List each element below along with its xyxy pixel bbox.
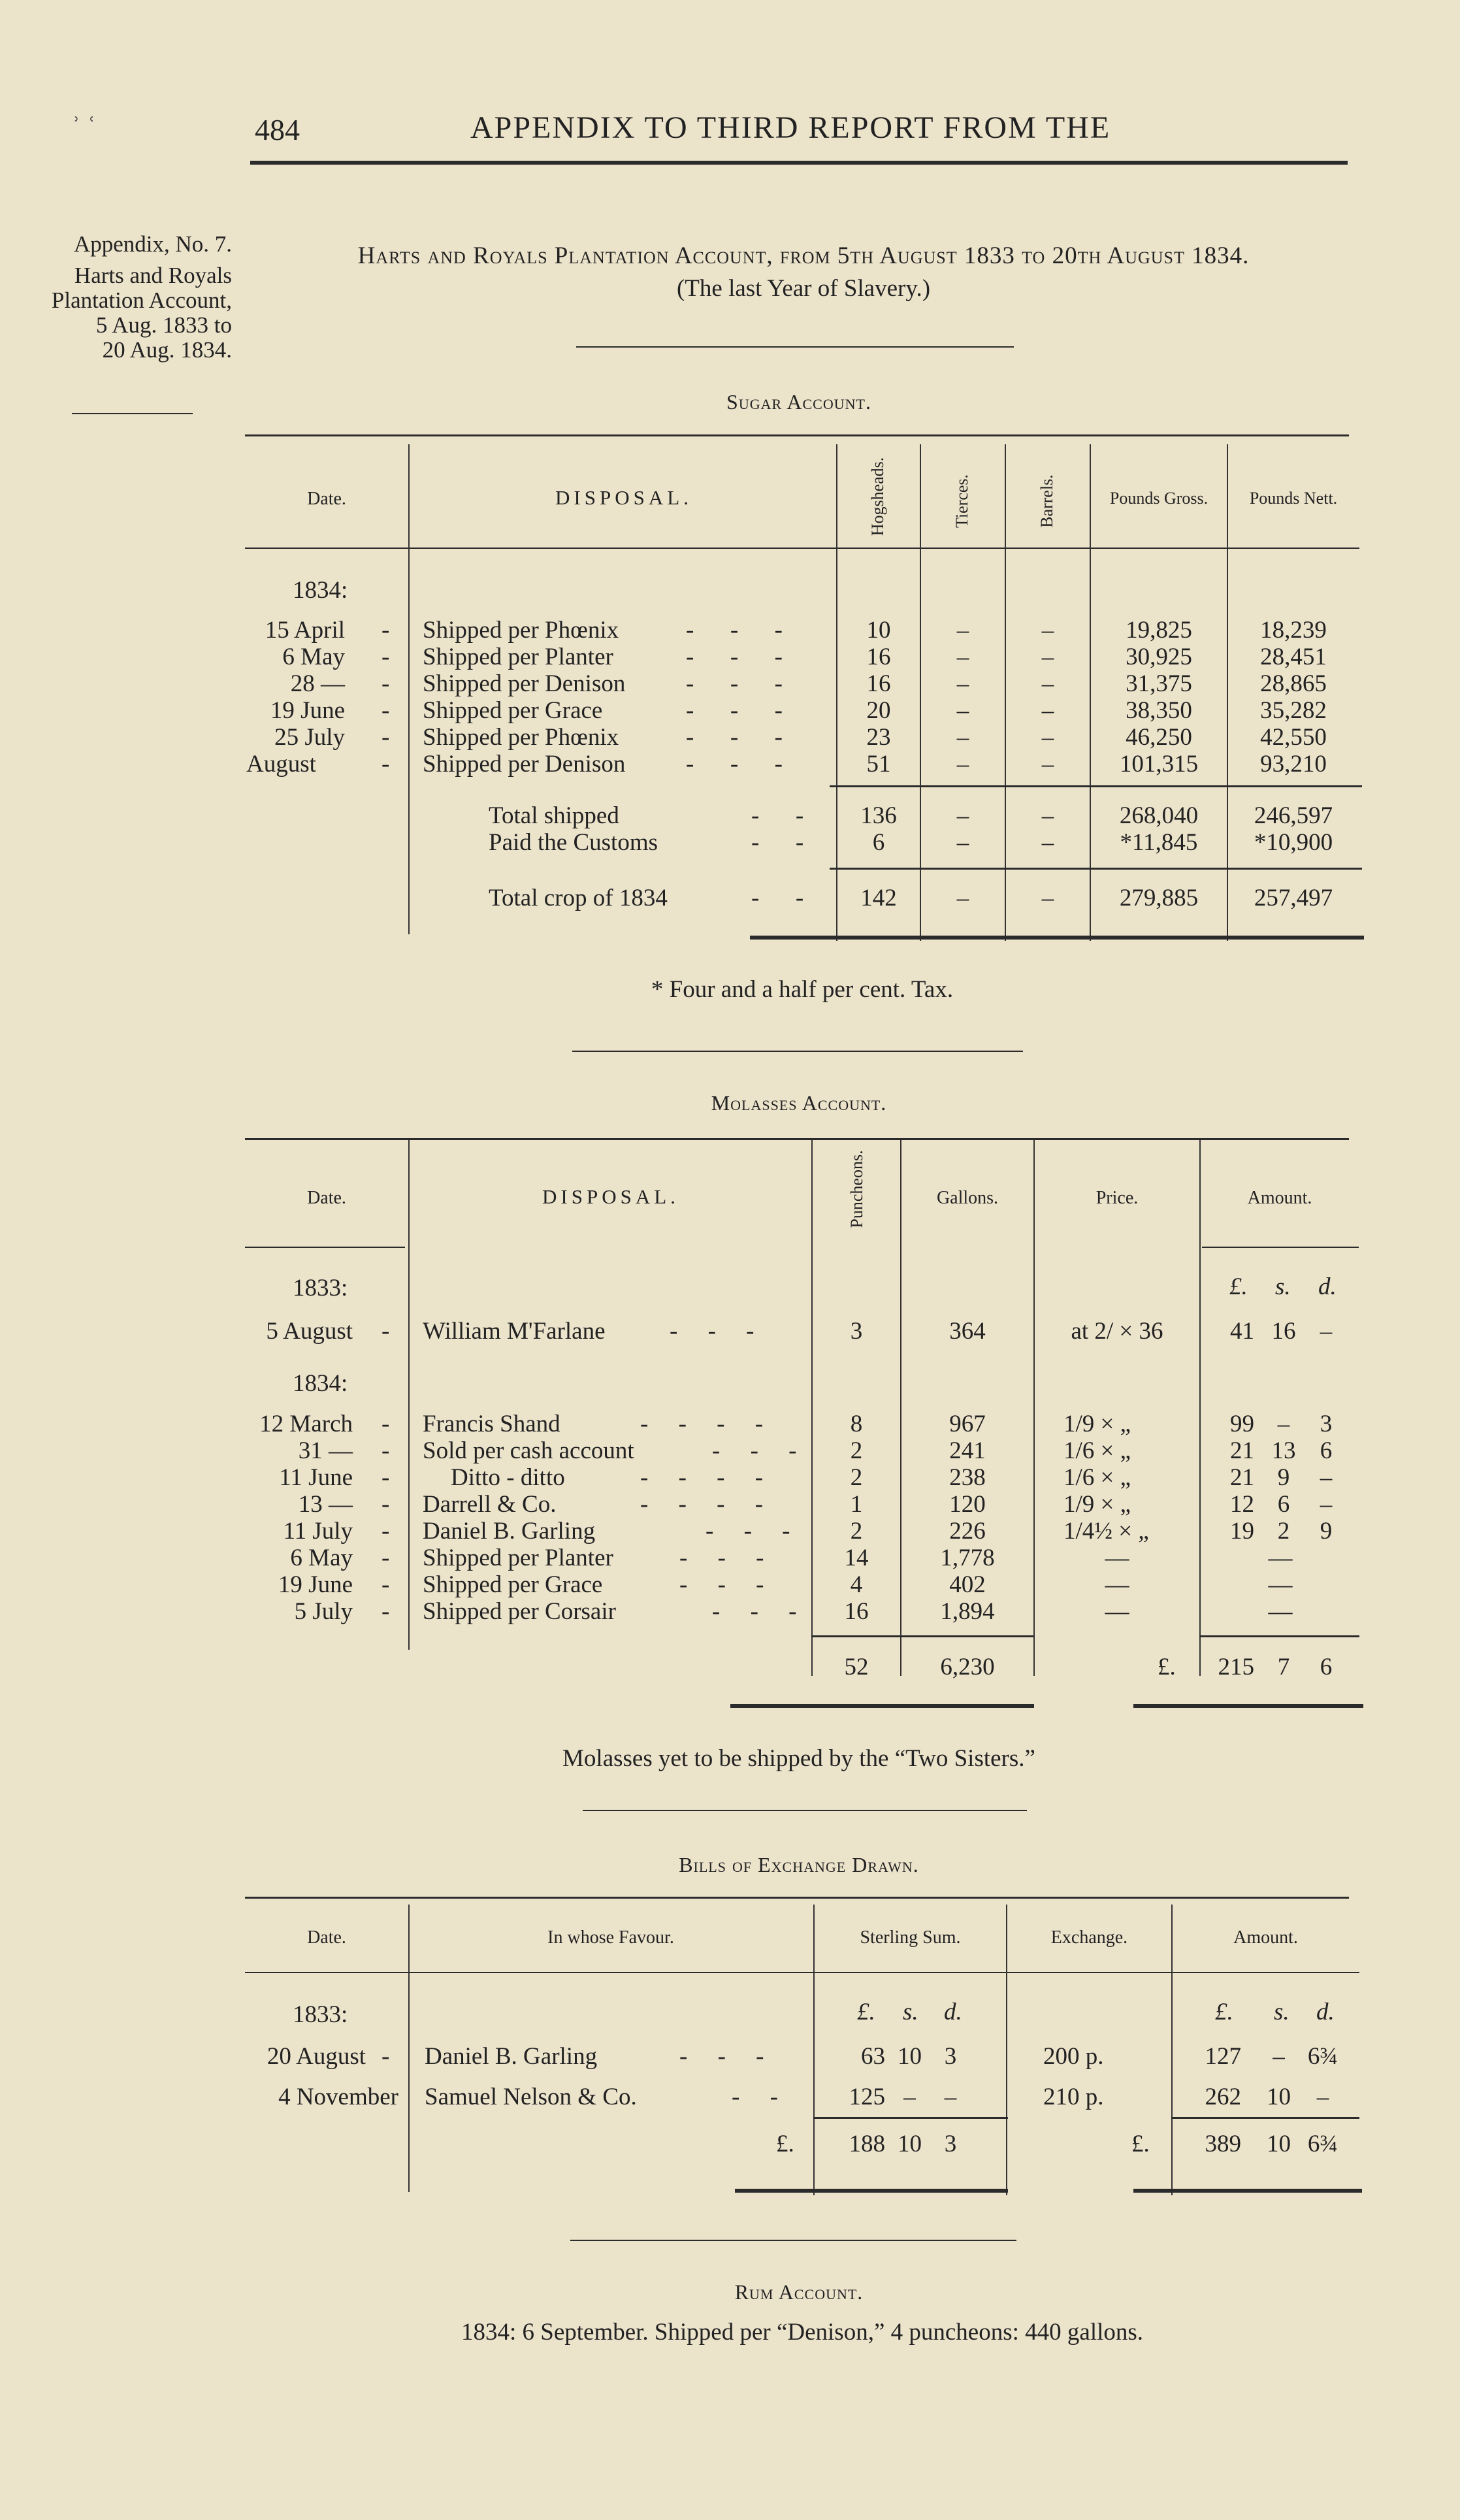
molasses-leader: - - - -	[640, 1464, 764, 1491]
molasses-date: 6 May	[290, 1545, 353, 1571]
molasses-dash: -	[381, 1571, 390, 1598]
sugar-gross: 19,825	[1126, 617, 1192, 644]
sugar-leader: - - -	[686, 751, 783, 777]
molasses-pence: –	[1320, 1318, 1333, 1345]
sugar-total-barrels: –	[1041, 802, 1054, 829]
molasses-gallons: 402	[949, 1571, 986, 1598]
molasses-leader: - - -	[670, 1318, 754, 1345]
sugar-leader: - -	[751, 885, 804, 911]
sugar-crop-rule	[830, 868, 1362, 870]
molasses-puncheons: 2	[850, 1464, 863, 1491]
molasses-gallons: 238	[949, 1464, 986, 1491]
molasses-head-rule	[245, 1247, 405, 1248]
sugar-nett: 28,451	[1260, 644, 1327, 670]
molasses-disposal: Daniel B. Garling	[423, 1518, 596, 1545]
molasses-disposal: Shipped per Corsair	[423, 1598, 616, 1625]
margin-line: 5 Aug. 1833 to	[95, 312, 232, 338]
document-subtitle: (The last Year of Slavery.)	[676, 275, 931, 302]
sugar-barrels: –	[1041, 697, 1054, 724]
sugar-nett: 42,550	[1260, 724, 1327, 751]
molasses-leader: - - - -	[640, 1491, 764, 1518]
molasses-head-puncheons: Puncheons.	[847, 1150, 866, 1228]
molasses-disposal: Shipped per Planter	[423, 1545, 613, 1571]
bills-head-exchange: Exchange.	[1050, 1927, 1128, 1948]
molasses-pence: 3	[1320, 1411, 1333, 1437]
bills-sterling-pence: 3	[944, 2043, 957, 2070]
molasses-gallons: 120	[949, 1491, 986, 1518]
molasses-year: 1834:	[293, 1370, 348, 1397]
bills-head-favour: In whose Favour.	[547, 1927, 674, 1948]
molasses-pounds: 21	[1230, 1464, 1254, 1491]
sugar-customs-gross: *11,845	[1120, 829, 1198, 856]
molasses-leader: - - -	[706, 1518, 790, 1545]
sugar-crop-barrels: –	[1041, 885, 1054, 911]
molasses-date: 11 June	[279, 1464, 353, 1491]
bills-total-amount-pounds: 389	[1205, 2131, 1241, 2157]
sugar-barrels: –	[1041, 724, 1054, 751]
sugar-hogsheads: 16	[866, 644, 891, 670]
molasses-total-gallons: 6,230	[940, 1654, 995, 1680]
sugar-barrels: –	[1041, 751, 1054, 777]
molasses-price: 1/6 × „	[1063, 1437, 1131, 1464]
molasses-year: 1833:	[293, 1275, 348, 1301]
bills-amount-pounds: 262	[1205, 2084, 1241, 2110]
molasses-pounds: 12	[1230, 1491, 1254, 1518]
col-line	[408, 1905, 410, 2192]
col-line	[408, 1140, 410, 1650]
molasses-dash: -	[381, 1411, 390, 1437]
bills-total-pence: 3	[944, 2131, 957, 2157]
bills-leader: - - -	[679, 2043, 764, 2070]
margin-line: Plantation Account,	[51, 287, 232, 313]
molasses-dash: -	[381, 1318, 390, 1345]
sugar-date: 6 May	[282, 644, 345, 670]
molasses-dash: -	[381, 1491, 390, 1518]
sugar-hogsheads: 16	[866, 670, 891, 697]
sugar-leader: - - -	[686, 724, 783, 751]
sugar-disposal: Shipped per Denison	[423, 751, 626, 777]
molasses-pence: –	[1320, 1464, 1333, 1491]
molasses-pence: –	[1320, 1491, 1333, 1518]
sugar-tierces: –	[956, 644, 969, 670]
bills-amount-shillings: 10	[1267, 2084, 1291, 2110]
sugar-nett: 35,282	[1260, 697, 1327, 724]
currency-pound: £.	[1215, 1999, 1233, 2025]
molasses-subtotal-rule	[811, 1635, 1033, 1637]
bills-leader: - -	[732, 2084, 778, 2110]
bills-total-pounds: 188	[849, 2131, 885, 2157]
sugar-tierces: –	[956, 724, 969, 751]
bills-dash: -	[381, 2043, 390, 2070]
molasses-bottom-rule	[1133, 1704, 1363, 1708]
bills-sterling-pounds: 63	[861, 2043, 885, 2070]
molasses-shillings: 13	[1271, 1437, 1296, 1464]
margin-line: Harts and Royals	[74, 263, 232, 288]
bills-head-amount: Amount.	[1233, 1927, 1298, 1948]
sugar-dash: -	[381, 617, 390, 644]
molasses-top-rule	[245, 1138, 1349, 1140]
bills-title: Bills of Exchange Drawn.	[679, 1853, 919, 1876]
bills-date: 20 August	[267, 2043, 366, 2070]
sugar-year: 1834:	[293, 577, 348, 604]
currency-pence: d.	[1316, 1999, 1335, 2025]
sugar-date: 15 April	[265, 617, 345, 644]
sugar-disposal: Shipped per Phœnix	[423, 617, 619, 644]
molasses-price: —	[1105, 1545, 1129, 1571]
sugar-gross: 101,315	[1119, 751, 1199, 777]
bills-head-sterling: Sterling Sum.	[860, 1927, 961, 1948]
bills-bottom-rule	[735, 2189, 1008, 2193]
sugar-total-nett: 246,597	[1254, 802, 1333, 829]
sugar-tierces: –	[956, 670, 969, 697]
molasses-price: at 2/ × 36	[1071, 1318, 1163, 1345]
molasses-total-pence: 6	[1320, 1654, 1333, 1680]
sugar-bottom-rule	[750, 936, 1364, 940]
molasses-price: 1/9 × „	[1063, 1491, 1131, 1518]
molasses-shillings: —	[1268, 1545, 1293, 1571]
sugar-title: Sugar Account.	[726, 390, 871, 414]
sugar-dash: -	[381, 644, 390, 670]
molasses-puncheons: 2	[850, 1518, 863, 1545]
bills-bottom-rule	[1133, 2189, 1362, 2193]
bills-head-date: Date.	[307, 1927, 346, 1948]
molasses-date: 31 —	[298, 1437, 353, 1464]
molasses-dash: -	[381, 1545, 390, 1571]
molasses-shillings: 16	[1271, 1318, 1296, 1345]
sugar-footnote: * Four and a half per cent. Tax.	[651, 976, 954, 1003]
molasses-gallons: 1,778	[940, 1545, 995, 1571]
sugar-leader: - - -	[686, 697, 783, 724]
bills-top-rule	[245, 1897, 1349, 1899]
bills-exchange: 210 p.	[1043, 2084, 1104, 2110]
sugar-head-nett: Pounds Nett.	[1249, 489, 1338, 508]
sugar-customs-tierces: –	[956, 829, 969, 856]
molasses-pence: 9	[1320, 1518, 1333, 1545]
molasses-disposal: Ditto - ditto	[451, 1464, 565, 1491]
molasses-disposal: William M'Farlane	[423, 1318, 606, 1345]
bills-amount-pounds: 127	[1205, 2043, 1241, 2070]
bills-sterling-pence: –	[944, 2084, 957, 2110]
molasses-shillings: 9	[1277, 1464, 1290, 1491]
bills-amount-shillings: –	[1273, 2043, 1285, 2070]
margin-appendix: Appendix, No. 7.	[73, 231, 232, 257]
running-title: APPENDIX TO THIRD REPORT FROM THE	[470, 110, 1111, 145]
molasses-date: 12 March	[259, 1411, 353, 1437]
sugar-disposal: Shipped per Planter	[423, 644, 613, 670]
molasses-shillings: 2	[1277, 1518, 1290, 1545]
molasses-total-puncheons: 52	[844, 1654, 869, 1680]
sugar-head-gross: Pounds Gross.	[1109, 489, 1209, 508]
sugar-total-tierces: –	[956, 802, 969, 829]
sugar-barrels: –	[1041, 670, 1054, 697]
sugar-nett: 28,865	[1260, 670, 1327, 697]
molasses-shillings: —	[1268, 1598, 1293, 1625]
molasses-head-amount: Amount.	[1247, 1188, 1312, 1208]
bills-sterling-pounds: 125	[849, 2084, 885, 2110]
currency-pound: £.	[1229, 1273, 1248, 1300]
molasses-leader: - - -	[712, 1437, 797, 1464]
sugar-date: 28 —	[290, 670, 345, 697]
sugar-total-hogsheads: 136	[860, 802, 897, 829]
sugar-hogsheads: 20	[866, 697, 891, 724]
molasses-date: 11 July	[283, 1518, 353, 1545]
divider-rule	[570, 2240, 1016, 2241]
bills-subtotal-rule	[1171, 2117, 1359, 2119]
col-line	[408, 444, 410, 934]
sugar-crop-hogsheads: 142	[860, 885, 897, 911]
molasses-price: 1/6 × „	[1063, 1464, 1131, 1491]
sugar-total-gross: 268,040	[1119, 802, 1199, 829]
sugar-head-rule	[245, 548, 1359, 549]
sugar-dash: -	[381, 724, 390, 751]
sugar-leader: - - -	[686, 670, 783, 697]
divider-rule	[583, 1810, 1027, 1811]
molasses-disposal: Francis Shand	[423, 1411, 560, 1437]
sugar-disposal: Shipped per Denison	[423, 670, 626, 697]
sugar-gross: 46,250	[1126, 724, 1192, 751]
currency-shilling: s.	[1274, 1999, 1290, 2025]
molasses-note: Molasses yet to be shipped by the “Two Sisters.”	[562, 1745, 1035, 1772]
bills-total-currency: £.	[776, 2131, 794, 2157]
sugar-date: August	[246, 751, 316, 777]
bills-total-amount-pence: 6¾	[1307, 2131, 1338, 2157]
bills-subtotal-rule	[813, 2117, 1008, 2119]
molasses-head-gallons: Gallons.	[936, 1188, 999, 1208]
sugar-disposal: Shipped per Grace	[423, 697, 603, 724]
bills-head-rule	[245, 1972, 1359, 1973]
molasses-puncheons: 16	[844, 1598, 869, 1625]
molasses-leader: - - -	[679, 1545, 764, 1571]
sugar-tierces: –	[956, 697, 969, 724]
bills-favour: Daniel B. Garling	[425, 2043, 598, 2070]
sugar-nett: 93,210	[1260, 751, 1327, 777]
molasses-leader: - - -	[679, 1571, 764, 1598]
molasses-date: 13 —	[298, 1491, 353, 1518]
currency-pence: d.	[1318, 1273, 1337, 1300]
molasses-dash: -	[381, 1464, 390, 1491]
molasses-shillings: –	[1277, 1411, 1290, 1437]
sugar-nett: 18,239	[1260, 617, 1327, 644]
sugar-customs-nett: *10,900	[1254, 829, 1333, 856]
sugar-dash: -	[381, 670, 390, 697]
currency-shilling: s.	[1275, 1273, 1291, 1300]
corner-mark: ʾ ʿ	[72, 112, 96, 141]
sugar-head-tierces: Tierces.	[952, 474, 971, 529]
sugar-hogsheads: 10	[866, 617, 891, 644]
sugar-head-date: Date.	[307, 489, 346, 509]
molasses-pounds: 19	[1230, 1518, 1254, 1545]
col-line	[1199, 1140, 1201, 1676]
molasses-price: 1/4½ × „	[1063, 1518, 1149, 1545]
sugar-gross: 38,350	[1126, 697, 1192, 724]
molasses-total-pounds: 215	[1218, 1654, 1254, 1680]
rum-entry: 1834: 6 September. Shipped per “Denison,” 4 puncheons: 440 gallons.	[461, 2319, 1144, 2346]
molasses-head-price: Price.	[1095, 1188, 1139, 1208]
molasses-dash: -	[381, 1598, 390, 1625]
molasses-subtotal-rule	[1199, 1635, 1359, 1637]
document-title: Harts and Royals Plantation Account, from 5th August 1833 to 20th August 1834.	[357, 242, 1250, 269]
bills-sterling-shillings: 10	[898, 2043, 922, 2070]
bills-exchange: 200 p.	[1043, 2043, 1104, 2070]
molasses-shillings: 6	[1277, 1491, 1290, 1518]
sugar-date: 25 July	[274, 724, 345, 751]
margin-note	[13, 232, 232, 363]
header-rule	[250, 161, 1348, 165]
molasses-dash: -	[381, 1518, 390, 1545]
sugar-barrels: –	[1041, 617, 1054, 644]
molasses-puncheons: 1	[850, 1491, 863, 1518]
bills-favour: Samuel Nelson & Co.	[425, 2084, 637, 2110]
molasses-puncheons: 8	[850, 1411, 863, 1437]
bills-amount-pence: –	[1316, 2084, 1329, 2110]
molasses-puncheons: 2	[850, 1437, 863, 1464]
molasses-total-currency: £.	[1158, 1654, 1176, 1680]
molasses-leader: - - - -	[640, 1411, 764, 1437]
molasses-head-date: Date.	[307, 1188, 346, 1208]
sugar-total-shipped-label: Total shipped	[489, 802, 619, 829]
sugar-barrels: –	[1041, 644, 1054, 670]
sugar-head-disposal: DISPOSAL.	[555, 486, 692, 509]
molasses-date: 5 July	[294, 1598, 353, 1625]
sugar-crop-tierces: –	[956, 885, 969, 911]
bills-total-currency: £.	[1131, 2131, 1150, 2157]
bills-total-shillings: 10	[898, 2131, 922, 2157]
sugar-gross: 31,375	[1126, 670, 1192, 697]
molasses-bottom-rule	[730, 1704, 1034, 1708]
sugar-customs-hogsheads: 6	[872, 829, 885, 856]
molasses-head-disposal: DISPOSAL.	[542, 1185, 679, 1208]
rum-title: Rum Account.	[734, 2280, 864, 2304]
molasses-price: —	[1105, 1598, 1129, 1625]
sugar-gross: 30,925	[1126, 644, 1192, 670]
molasses-disposal: Darrell & Co.	[423, 1491, 557, 1518]
sugar-head-hogsheads: Hogsheads.	[868, 457, 887, 536]
sugar-customs-label: Paid the Customs	[489, 829, 658, 856]
sugar-leader: - - -	[686, 644, 783, 670]
molasses-pence: 6	[1320, 1437, 1333, 1464]
currency-pence: d.	[944, 1999, 962, 2025]
molasses-puncheons: 3	[850, 1318, 863, 1345]
molasses-title: Molasses Account.	[711, 1091, 887, 1115]
currency-pound: £.	[857, 1999, 875, 2025]
molasses-gallons: 1,894	[940, 1598, 995, 1625]
molasses-date: 5 August	[266, 1318, 353, 1345]
sugar-top-rule	[245, 434, 1349, 436]
sugar-dash: -	[381, 697, 390, 724]
sugar-tierces: –	[956, 617, 969, 644]
sugar-tierces: –	[956, 751, 969, 777]
sugar-leader: - -	[751, 829, 804, 856]
divider-rule	[572, 1051, 1023, 1052]
currency-shilling: s.	[903, 1999, 918, 2025]
molasses-gallons: 226	[949, 1518, 986, 1545]
page-number: 484	[255, 113, 300, 146]
sugar-subtotal-rule	[830, 785, 1362, 787]
molasses-disposal: Shipped per Grace	[423, 1571, 603, 1598]
sugar-customs-barrels: –	[1041, 829, 1054, 856]
molasses-total-shillings: 7	[1277, 1654, 1290, 1680]
molasses-pounds: 21	[1230, 1437, 1254, 1464]
sugar-hogsheads: 23	[866, 724, 891, 751]
sugar-crop-label: Total crop of 1834	[489, 885, 668, 911]
margin-line: 20 Aug. 1834.	[102, 337, 232, 363]
bills-sterling-shillings: –	[903, 2084, 916, 2110]
bills-amount-pence: 6¾	[1307, 2043, 1338, 2070]
sugar-crop-nett: 257,497	[1254, 885, 1333, 911]
margin-rule	[72, 413, 193, 414]
sugar-leader: - -	[751, 802, 804, 829]
sugar-date: 19 June	[270, 697, 345, 724]
molasses-puncheons: 14	[844, 1545, 869, 1571]
sugar-crop-gross: 279,885	[1119, 885, 1199, 911]
molasses-date: 19 June	[278, 1571, 353, 1598]
sugar-dash: -	[381, 751, 390, 777]
molasses-leader: - - -	[712, 1598, 797, 1625]
molasses-puncheons: 4	[850, 1571, 863, 1598]
molasses-price: 1/9 × „	[1063, 1411, 1131, 1437]
bills-year: 1833:	[293, 2001, 348, 2028]
molasses-gallons: 364	[949, 1318, 986, 1345]
title-rule	[576, 346, 1014, 348]
bills-date: 4 November	[278, 2084, 398, 2110]
sugar-head-barrels: Barrels.	[1037, 474, 1056, 528]
molasses-price: —	[1105, 1571, 1129, 1598]
molasses-pounds: 99	[1230, 1411, 1254, 1437]
molasses-pounds: 41	[1230, 1318, 1254, 1345]
molasses-shillings: —	[1268, 1571, 1293, 1598]
sugar-hogsheads: 51	[866, 751, 891, 777]
sugar-disposal: Shipped per Phœnix	[423, 724, 619, 751]
molasses-gallons: 967	[949, 1411, 986, 1437]
molasses-head-rule	[1202, 1247, 1359, 1248]
molasses-gallons: 241	[949, 1437, 986, 1464]
molasses-disposal: Sold per cash account	[423, 1437, 634, 1464]
molasses-dash: -	[381, 1437, 390, 1464]
sugar-leader: - - -	[686, 617, 783, 644]
bills-total-amount-shillings: 10	[1267, 2131, 1291, 2157]
